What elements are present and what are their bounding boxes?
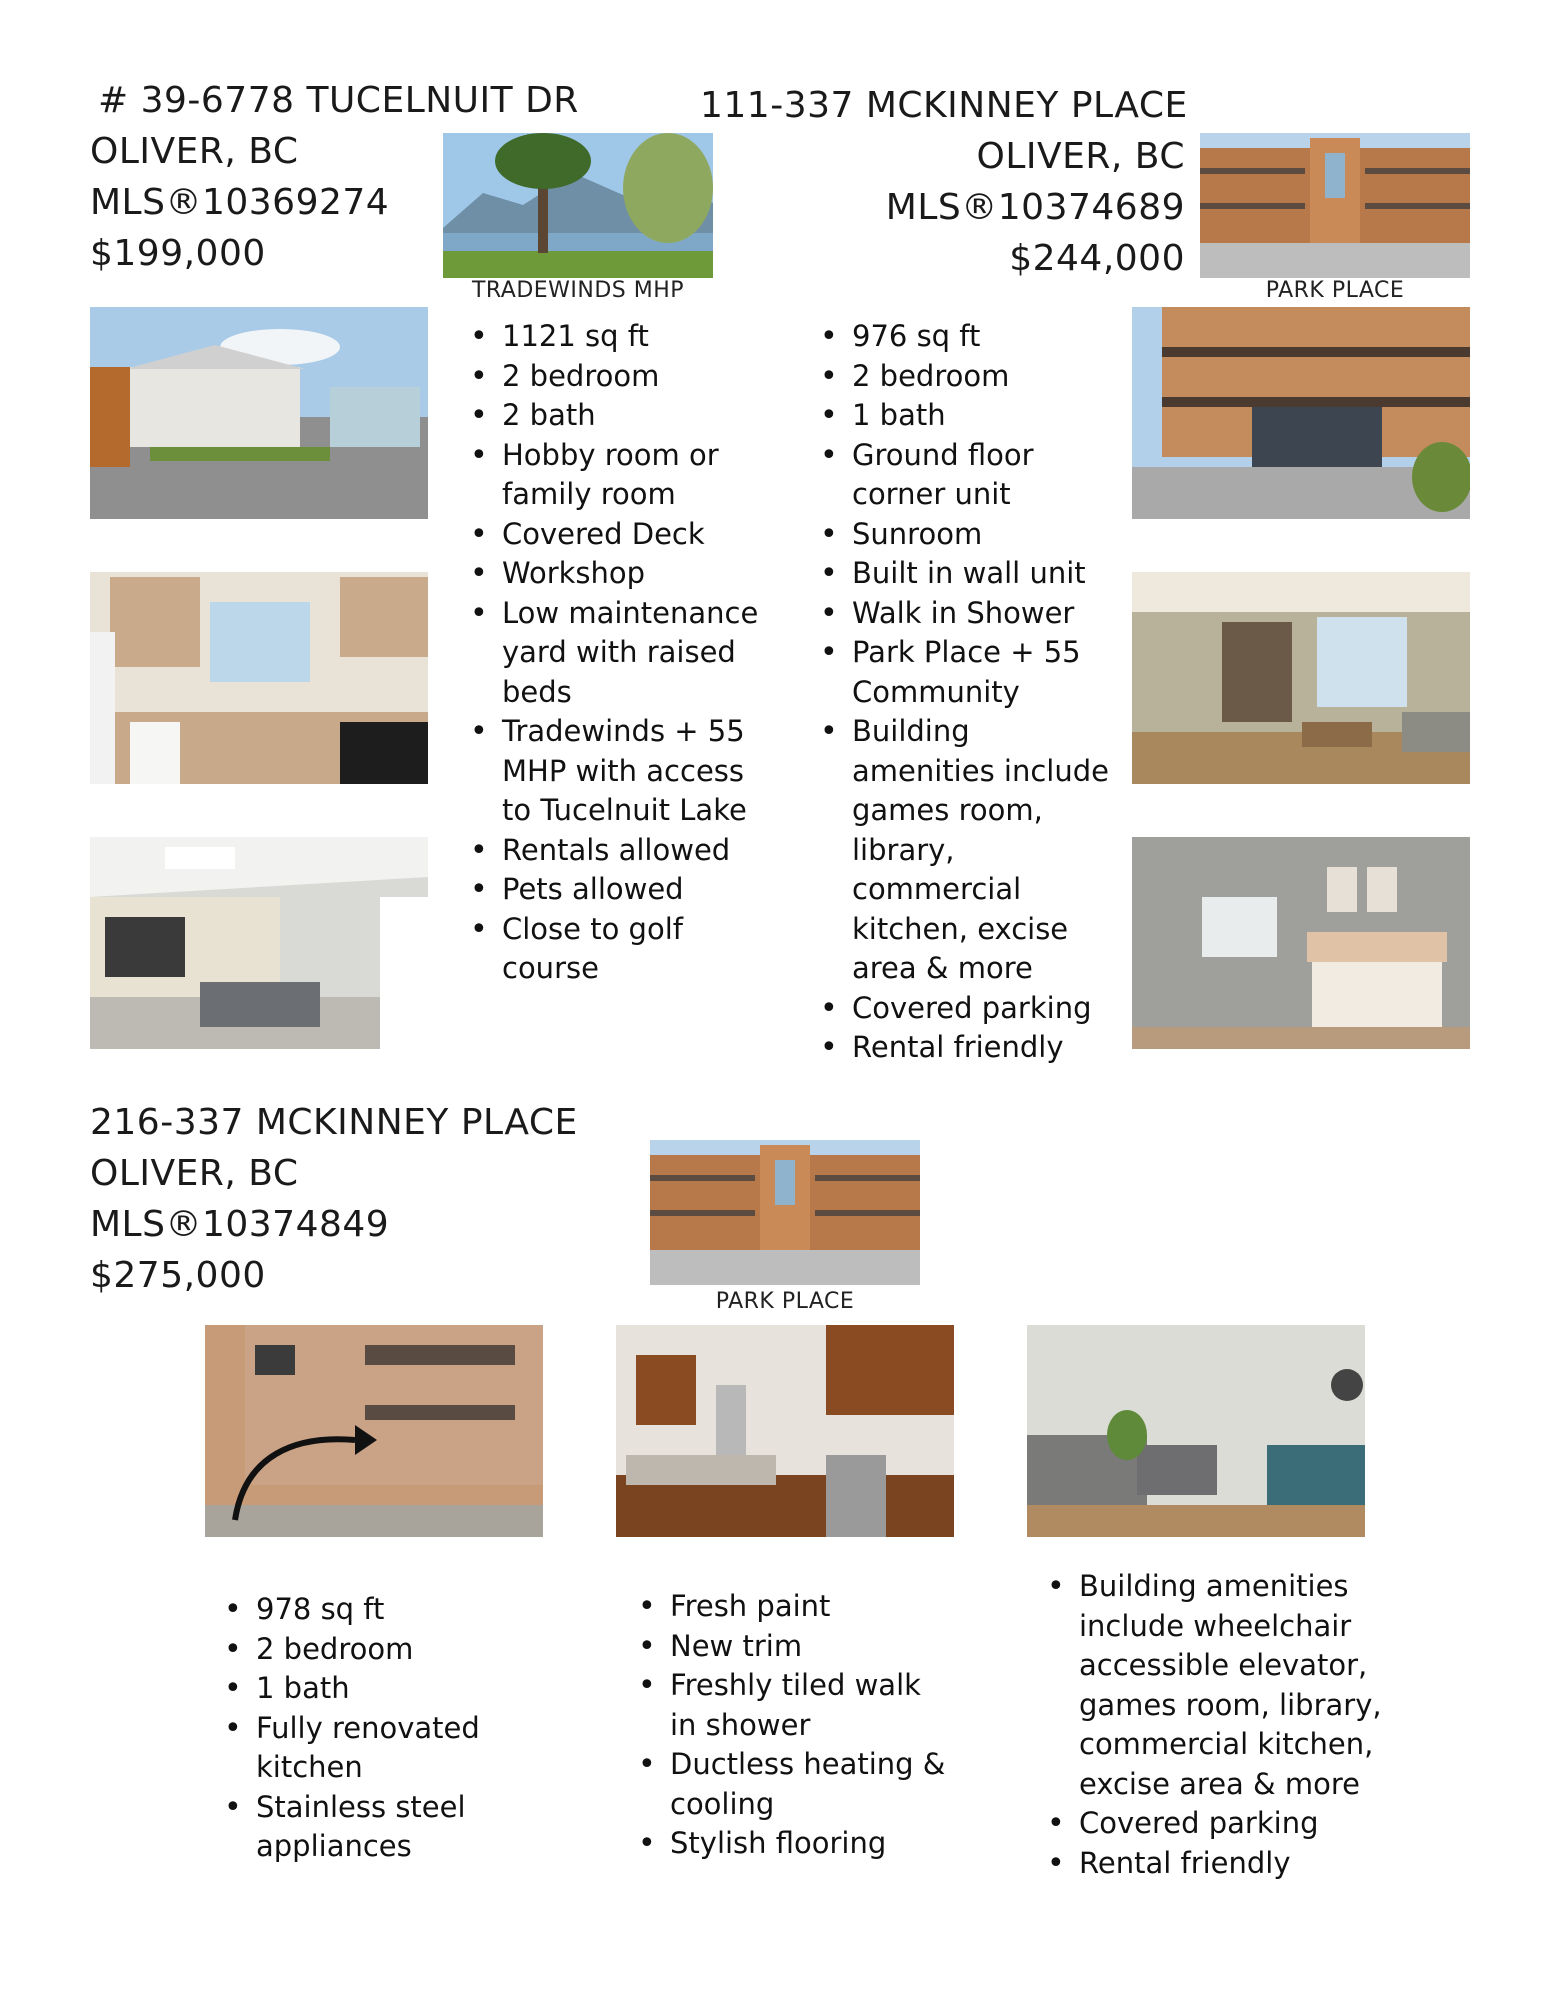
listing3-city: OLIVER, BC — [90, 1153, 299, 1194]
covered-deck-photo — [90, 837, 428, 1049]
feature-item: • Sunroom — [818, 515, 1118, 555]
feature-item: • New trim — [636, 1627, 946, 1667]
feature-item: • 1 bath — [222, 1669, 522, 1709]
feature-item: • Tradewinds + 55 MHP with access to Tucelnuit Lake — [468, 712, 768, 831]
kitchen-photo-2 — [616, 1325, 954, 1537]
living-room-photo-1 — [1132, 572, 1470, 784]
listing2-header — [700, 80, 1188, 284]
listing3-price: $275,000 — [90, 1255, 266, 1296]
listing2-city: OLIVER, BC — [976, 136, 1185, 177]
feature-item: • 1 bath — [818, 396, 1118, 436]
feature-item: • Covered parking — [1045, 1804, 1385, 1844]
feature-item: • 1121 sq ft — [468, 317, 768, 357]
lake-photo — [443, 133, 713, 278]
feature-item: • Freshly tiled walk in shower — [636, 1666, 946, 1745]
feature-item: • Hobby room or family room — [468, 436, 768, 515]
feature-item: • Building amenities include wheelchair accessible elevator, games room, library, commercial kitchen, excise area & more — [1045, 1567, 1385, 1804]
feature-item: • Close to golf course — [468, 910, 768, 989]
listing1-features — [468, 317, 768, 989]
feature-item: • Stainless steel appliances — [222, 1788, 522, 1867]
listing3-caption: PARK PLACE — [715, 1289, 855, 1314]
feature-item: • Rentals allowed — [468, 831, 768, 871]
sunroom-exterior-photo — [1132, 307, 1470, 519]
listing2-features — [818, 317, 1118, 1068]
listing3-features-col1 — [222, 1590, 522, 1867]
listing1-city: OLIVER, BC — [90, 131, 299, 172]
listing2-mls: MLS®10374689 — [885, 187, 1185, 228]
feature-item: • Covered parking — [818, 989, 1118, 1029]
listing3-features-col2 — [636, 1587, 946, 1864]
feature-item: • Rental friendly — [1045, 1844, 1385, 1884]
feature-item: • Workshop — [468, 554, 768, 594]
listing1-caption: TRADEWINDS MHP — [471, 278, 685, 303]
living-room-photo-2 — [1027, 1325, 1365, 1537]
listing3-header — [90, 1097, 578, 1301]
feature-item: • Ground floor corner unit — [818, 436, 1118, 515]
feature-item: • 2 bedroom — [818, 357, 1118, 397]
kitchen-photo-1 — [90, 572, 428, 784]
feature-item: • Pets allowed — [468, 870, 768, 910]
listing2-caption: PARK PLACE — [1265, 278, 1405, 303]
listing2-price: $244,000 — [1009, 238, 1185, 279]
listing2-address: 111-337 MCKINNEY PLACE — [700, 85, 1188, 126]
feature-item: • Rental friendly — [818, 1028, 1118, 1068]
listing3-address: 216-337 MCKINNEY PLACE — [90, 1102, 578, 1143]
feature-item: • 2 bedroom — [468, 357, 768, 397]
feature-item: • Fully renovated kitchen — [222, 1709, 522, 1788]
listing3-features-col3 — [1045, 1567, 1385, 1883]
feature-item: • 976 sq ft — [818, 317, 1118, 357]
feature-item: • Built in wall unit — [818, 554, 1118, 594]
feature-item: • 978 sq ft — [222, 1590, 522, 1630]
listing1-price: $199,000 — [90, 233, 266, 274]
feature-item: • Park Place + 55 Community — [818, 633, 1118, 712]
feature-item: • Walk in Shower — [818, 594, 1118, 634]
feature-item: • Stylish flooring — [636, 1824, 946, 1864]
bedroom-photo — [1132, 837, 1470, 1049]
feature-item: • Low maintenance yard with raised beds — [468, 594, 768, 713]
feature-item: • 2 bedroom — [222, 1630, 522, 1670]
feature-item: • Fresh paint — [636, 1587, 946, 1627]
listing1-address: # 39-6778 TUCELNUIT DR — [98, 80, 579, 121]
mobile-home-exterior-photo — [90, 307, 428, 519]
feature-item: • Ductless heating & cooling — [636, 1745, 946, 1824]
feature-item: • Covered Deck — [468, 515, 768, 555]
building-exterior-arrow-photo — [205, 1325, 543, 1537]
listing3-mls: MLS®10374849 — [90, 1204, 390, 1245]
feature-item: • Building amenities include games room, library, commercial kitchen, excise area & more — [818, 712, 1118, 989]
park-place-building-photo-2 — [650, 1140, 920, 1285]
feature-item: • 2 bath — [468, 396, 768, 436]
park-place-building-photo — [1200, 133, 1470, 278]
listing1-mls: MLS®10369274 — [90, 182, 390, 223]
